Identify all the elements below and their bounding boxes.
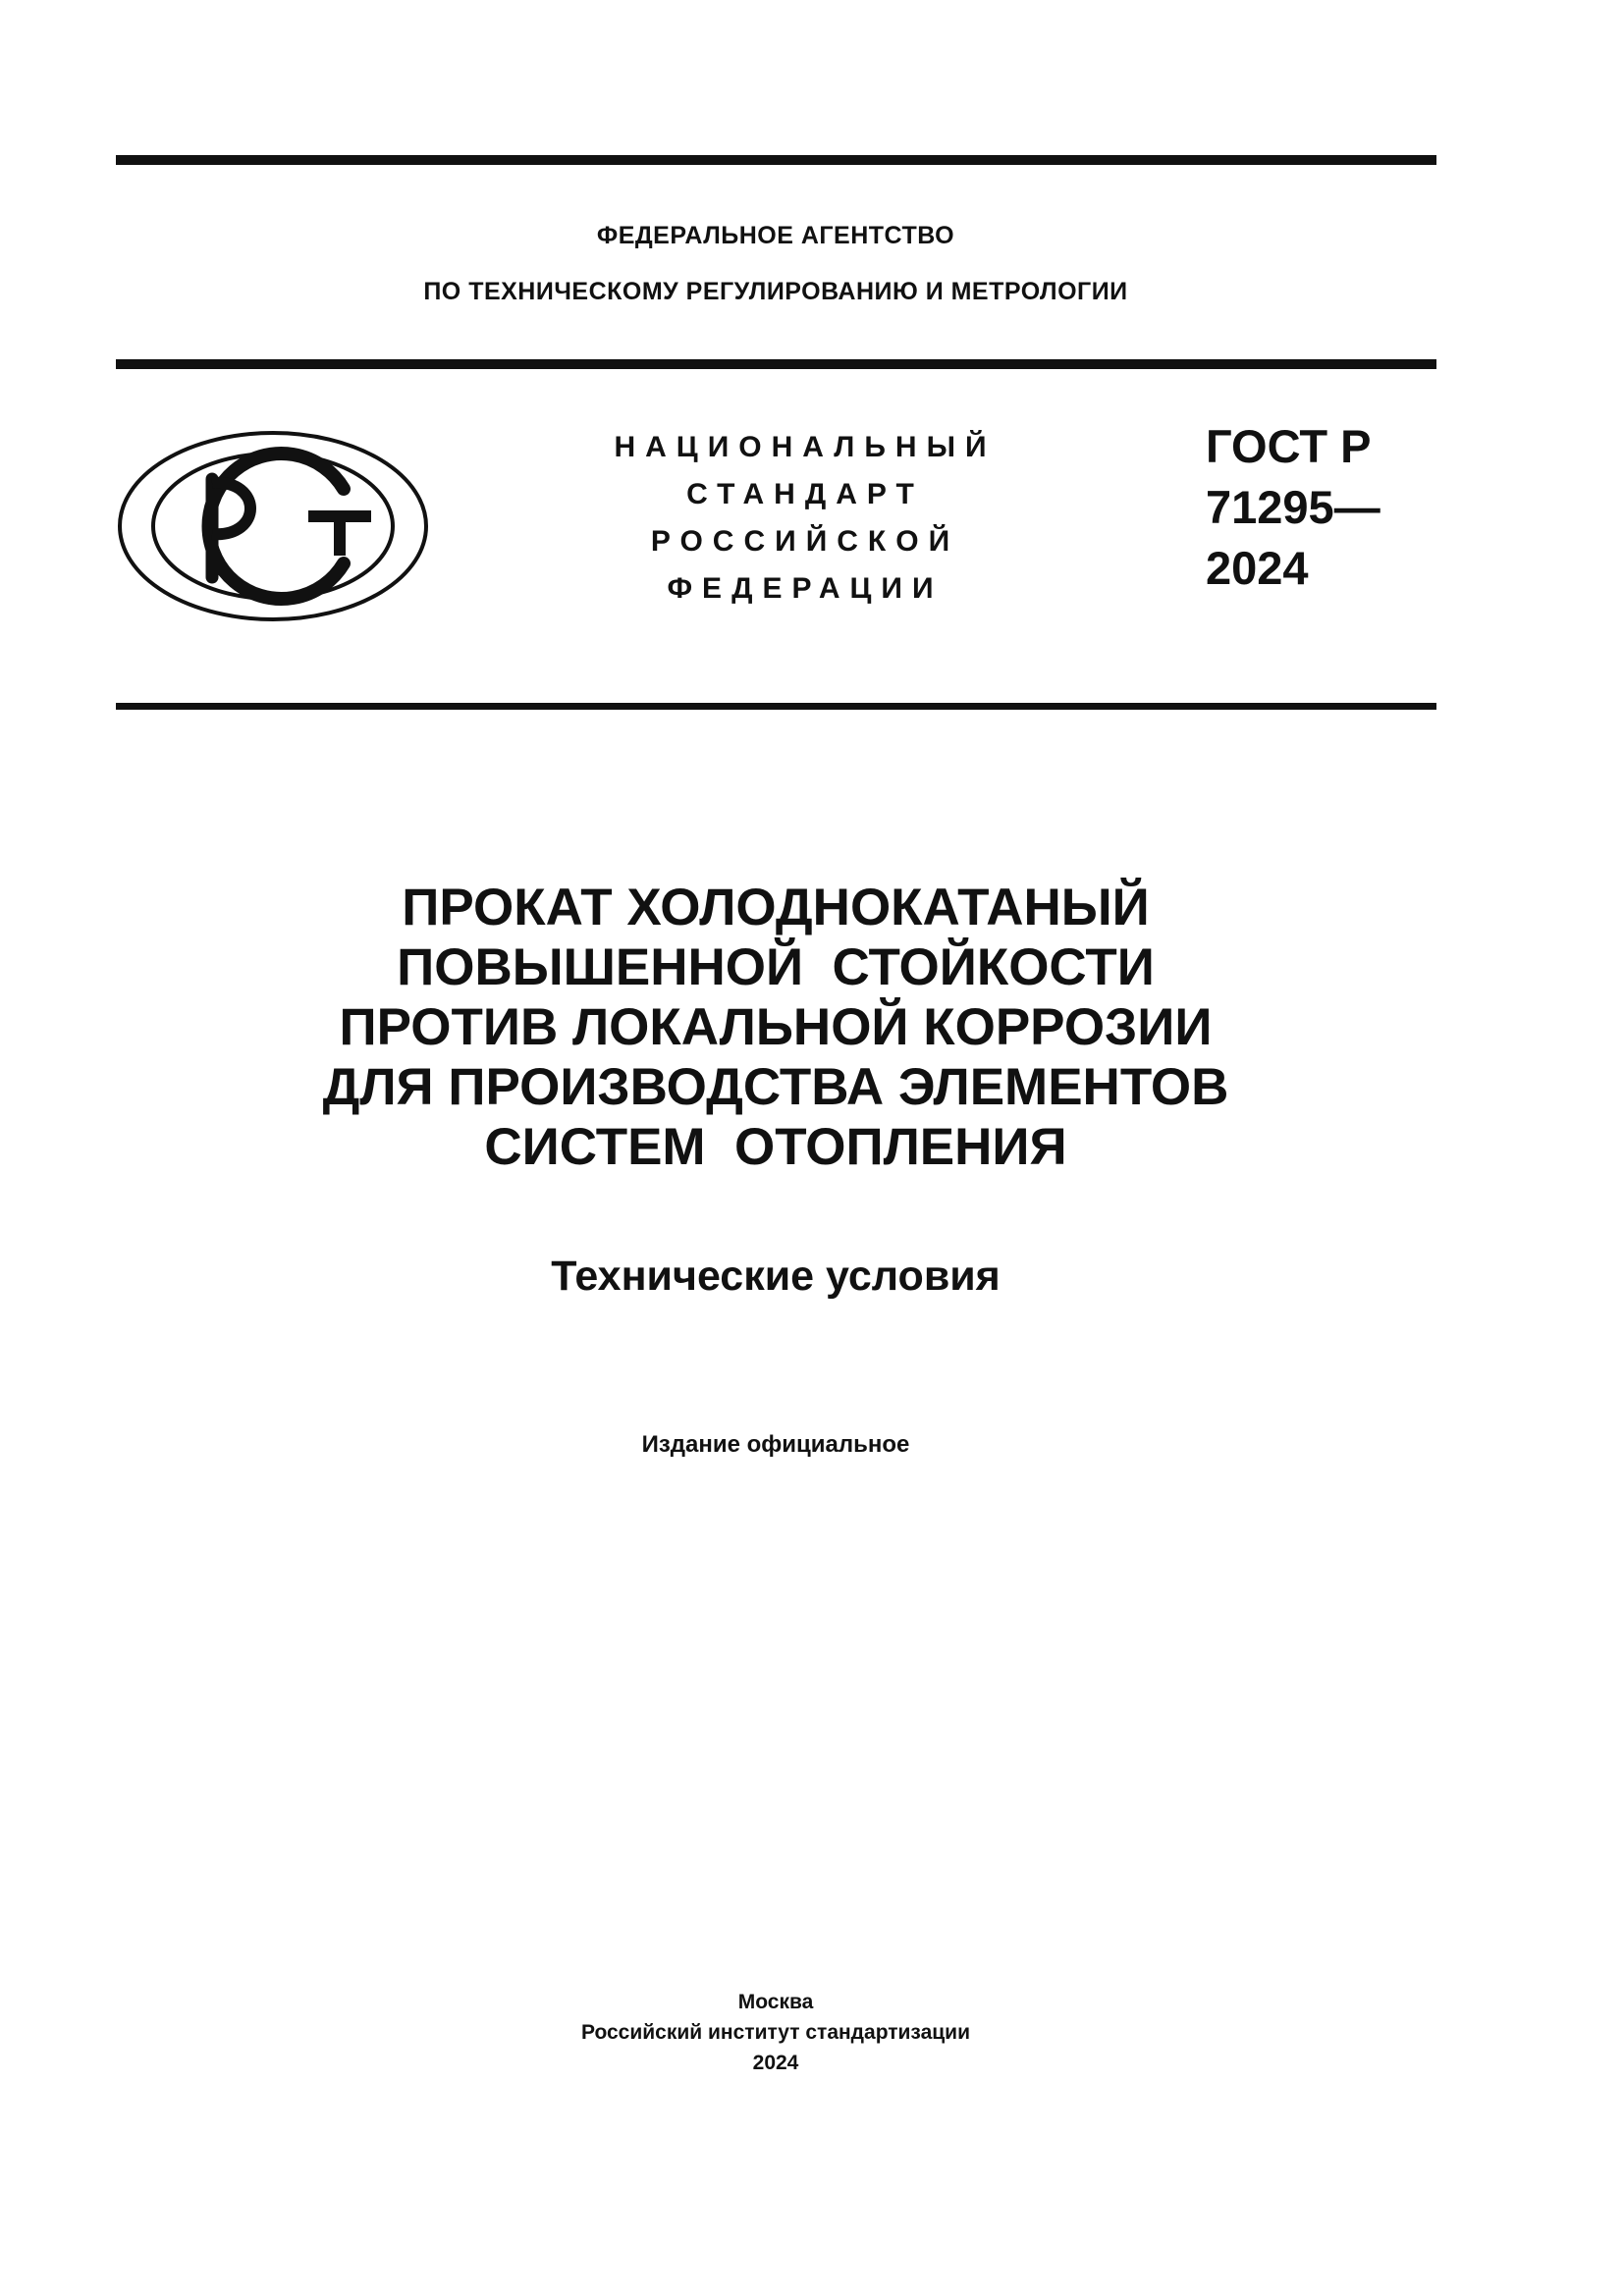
title-line-3: ПРОТИВ ЛОКАЛЬНОЙ КОРРОЗИИ	[339, 998, 1213, 1056]
imprint-year: 2024	[752, 2052, 799, 2074]
standard-code-line-3: 2024	[1206, 542, 1309, 594]
title-line-4: ДЛЯ ПРОИЗВОДСТВА ЭЛЕМЕНТОВ	[322, 1058, 1229, 1116]
document-subtitle: Технические условия	[551, 1253, 1001, 1300]
edition-label: Издание официальное	[641, 1431, 910, 1458]
standard-code	[1206, 416, 1380, 599]
header-rule	[116, 359, 1436, 369]
title-line-1: ПРОКАТ ХОЛОДНОКАТАНЫЙ	[402, 879, 1150, 936]
rst-certification-mark-icon	[116, 428, 430, 624]
title-line-2: ПОВЫШЕННОЙ СТОЙКОСТИ	[397, 938, 1155, 996]
national-line-2: СТАНДАРТ	[686, 478, 924, 510]
standard-code-line-2: 71295—	[1206, 481, 1380, 533]
title-line-5: СИСТЕМ ОТОПЛЕНИЯ	[484, 1118, 1067, 1176]
agency-line-2: ПО ТЕХНИЧЕСКОМУ РЕГУЛИРОВАНИЮ И МЕТРОЛОГИИ	[423, 278, 1128, 305]
national-line-1: НАЦИОНАЛЬНЫЙ	[614, 431, 997, 463]
document-title	[0, 878, 1551, 1177]
national-line-3: РОССИЙСКОЙ	[650, 525, 960, 558]
agency-line-1: ФЕДЕРАЛЬНОЕ АГЕНТСТВО	[596, 222, 955, 249]
standard-rule	[116, 703, 1436, 710]
imprint-city: Москва	[737, 1991, 814, 2013]
standard-code-line-1: ГОСТ Р	[1206, 420, 1372, 472]
imprint-publisher: Российский институт стандартизации	[580, 2021, 971, 2044]
imprint	[0, 1987, 1551, 2078]
national-standard-label	[569, 424, 1041, 613]
top-rule	[116, 155, 1436, 165]
national-line-4: ФЕДЕРАЦИИ	[667, 572, 944, 605]
